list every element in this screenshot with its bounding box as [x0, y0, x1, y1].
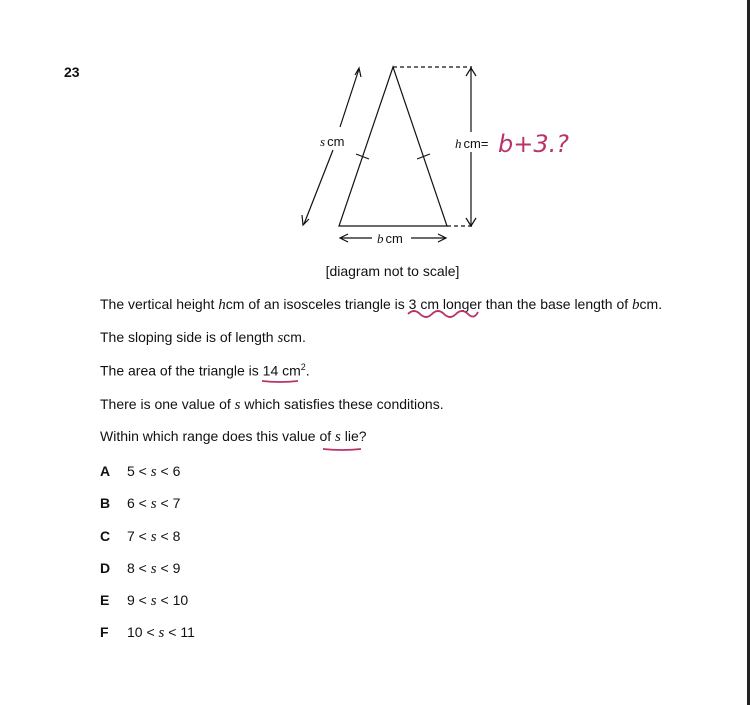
triangle-diagram [0, 0, 750, 290]
question-prompt: Within which range does this value of s lie? [100, 428, 367, 445]
statement-line-4: There is one value of s which satisfies these conditions. [100, 396, 444, 413]
statement-line-2: The sloping side is of length scm. [100, 329, 306, 346]
statement-line-3: The area of the triangle is 14 $cm^2$. [100, 362, 310, 379]
isosceles-triangle [339, 67, 447, 226]
option-a[interactable]: A 5 < s < 6 [100, 463, 181, 480]
statement-line-1: The vertical height hcm of an isosceles triangle is 3 cm longer than the base length of bcm. [100, 296, 663, 313]
area-value: 14 cm [262, 362, 301, 379]
height-label: h cm= [455, 136, 489, 151]
option-f[interactable]: F 10 < s < 11 [100, 624, 195, 641]
base-label: b cm [377, 231, 403, 246]
underline-s-lie [323, 449, 361, 450]
handwritten-annotation: b+3.? [498, 130, 569, 158]
option-b[interactable]: B 6 < s < 7 [100, 495, 181, 512]
underline-14cm2 [262, 381, 298, 382]
option-d[interactable]: D 8 < s < 9 [100, 560, 181, 577]
side-label: s cm [320, 134, 345, 149]
underlined-3cm-longer: 3 cm longer [408, 296, 482, 312]
question-number: 23 [64, 64, 80, 80]
option-c[interactable]: C 7 < s < 8 [100, 528, 181, 545]
diagram-caption: [diagram not to scale] [325, 263, 460, 279]
side-arrow-upper [340, 69, 359, 127]
option-e[interactable]: E 9 < s < 10 [100, 592, 189, 609]
side-arrow-lower [304, 150, 333, 224]
